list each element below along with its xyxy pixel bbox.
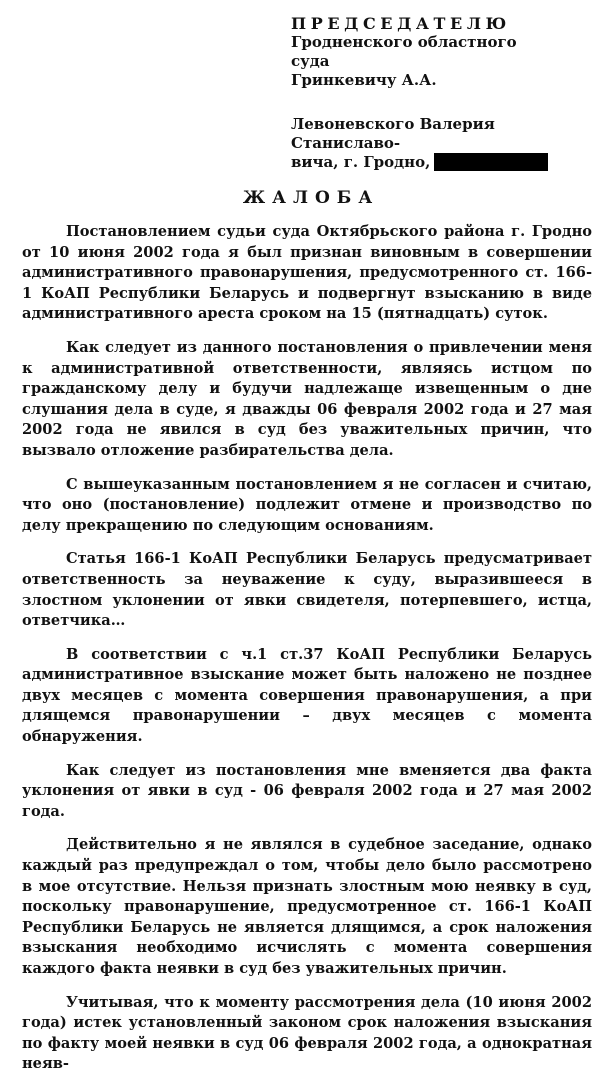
complaint-body	[22, 222, 592, 1088]
document-title: ЖАЛОБА	[242, 188, 380, 208]
paragraph: Как следует из постановления мне вменяется два факта уклонения от явки в суд - 06 февраля 2002 года и 27 мая 2002 года.	[22, 761, 592, 820]
paragraph: В соответствии с ч.1 ст.37 КоАП Республики Беларусь административное взыскание может быть наложено не позднее двух месяцев с момента совершения правонарушения, а при длящемся правонарушении – двух месяцев с момента обнаружения.	[22, 645, 592, 746]
redaction-bar	[434, 153, 548, 171]
paragraph: Действительно я не являлся в судебное заседание, однако каждый раз предупреждал о том, чтобы дело было рассмотрено в мое отсутствие. Нельзя признать злостным мою неявку в суд, поскольку правонарушение, предусмотренное ст. 166-1 КоАП Республики Беларусь не является длящимся, а срок наложения взыскания необходимо исчислять с момента совершения каждого факта неявки в суд без уважительных причин.	[22, 836, 592, 977]
sender-address-line	[291, 153, 596, 172]
paragraph: С вышеуказанным постановлением я не согласен и считаю, что оно (постановление) подлежит отмене и производство по делу прекращению по следующим основаниям.	[22, 475, 592, 534]
addressee-block	[291, 14, 591, 90]
addressee-heading: ПРЕДСЕДАТЕЛЮ	[291, 14, 511, 33]
paragraph: Постановлением судьи суда Октябрьского района г. Гродно от 10 июня 2002 года я был признан виновным в совершении административного правонарушения, предусмотренного ст. 166-1 КоАП Республики Беларусь и подвергнут взысканию в виде административного ареста сроком на 15 (пятнадцать) суток.	[22, 223, 592, 323]
addressee-line: суда	[291, 52, 330, 70]
paragraph: Статья 166-1 КоАП Республики Беларусь предусматривает ответственность за неуважение к суду, выразившееся в злостном уклонении от явки свидетеля, потерпевшего, истца, ответчика…	[22, 550, 592, 630]
paragraph: Как следует из данного постановления о привлечении меня к административной ответственности, являясь истцом по гражданскому делу и будучи надлежаще извещенным о дне слушания дела в суде, я дважды 06 февраля 2002 года и 27 мая 2002 года не явился в суд без уважительных причин, что вызвало отложение разбирательства дела.	[22, 338, 592, 459]
addressee-name: Гринкевичу А.А.	[291, 71, 437, 89]
addressee-line: Гродненского областного	[291, 33, 517, 51]
sender-block	[291, 115, 596, 172]
sender-name-line: Левоневского Валерия Станиславо-	[291, 115, 495, 152]
sender-address-text: вича, г. Гродно,	[291, 153, 431, 171]
paragraph: Учитывая, что к моменту рассмотрения дела (10 июня 2002 года) истек установленный законом срок наложения взыскания по факту моей неявки в суд 06 февраля 2002 года, а однократная неяв-	[22, 993, 592, 1073]
